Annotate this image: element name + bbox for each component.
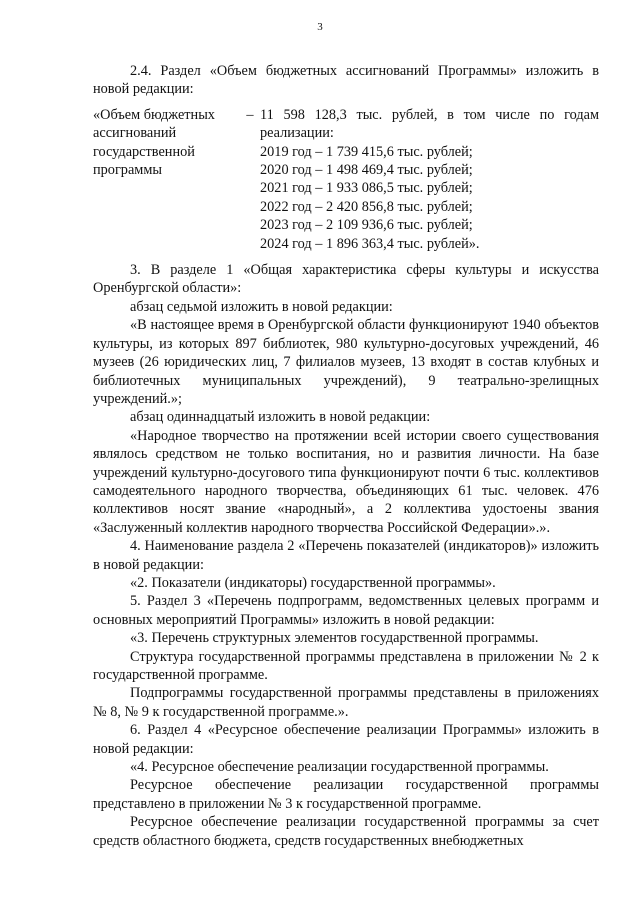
budget-year-2021: 2021 год – 1 933 086,5 тыс. рублей; — [260, 180, 473, 197]
budget-year-2023: 2023 год – 2 109 936,6 тыс. рублей; — [260, 217, 473, 234]
paragraph-section-4-new: «4. Ресурсное обеспечение реализации государственной программы. — [130, 759, 549, 776]
paragraph-section-1: 3. В разделе 1 «Общая характеристика сферы культуры и искусства Оренбургской области»: — [93, 262, 599, 297]
budget-year-2022: 2022 год – 2 420 856,8 тыс. рублей; — [260, 198, 473, 215]
budget-label: «Объем бюджетных ассигнований государственной программы — [93, 106, 215, 179]
budget-table — [93, 106, 599, 253]
budget-dash: – — [246, 106, 254, 123]
paragraph-subprograms: Подпрограммы государственной программы представлены в приложениях № 8, № 9 к государственной программе.». — [93, 685, 599, 720]
paragraph-abzac-11: абзац одиннадцатый изложить в новой редакции: — [130, 409, 431, 426]
paragraph-section-3: 5. Раздел 3 «Перечень подпрограмм, ведомственных целевых программ и основных мероприятий Программы» изложить в новой редакции: — [93, 593, 599, 628]
budget-year-2024: 2024 год – 1 896 363,4 тыс. рублей». — [260, 235, 480, 252]
paragraph-culture-objects: «В настоящее время в Оренбургской области функционируют 1940 объектов культуры, из которых 897 библиотек, 980 культурно-досуговых учреждений, 46 музеев (26 юридических лиц, 7 филиалов музеев, 13 входят в состав клубных и библиотечных муниципальных учреждений), 9 театрально-зрелищных учреждений.»; — [93, 317, 599, 407]
paragraph-resources-budget: Ресурсное обеспечение реализации государственной программы за счет средств областного бюджета, средств государственных внебюджетных — [93, 814, 599, 849]
paragraph-structure: Структура государственной программы представлена в приложении № 2 к государственной программе. — [93, 648, 599, 683]
paragraph-2-4: 2.4. Раздел «Объем бюджетных ассигнований Программы» изложить в новой редакции: — [93, 63, 599, 98]
paragraph-section-2: 4. Наименование раздела 2 «Перечень показателей (индикаторов)» изложить в новой редакции: — [93, 538, 599, 573]
budget-values — [260, 106, 599, 253]
paragraph-folk-art: «Народное творчество на протяжении всей истории своего существования являлось средством не только воспитания, но и развития личности. На базе учреждений культурно-досугового типа функционируют почти 6 тыс. коллективов самодеятельного народного творчества, объединяющих 61 тыс. человек. 476 коллективов носят звание «народный», а 2 коллектива удостоены звания «Заслуженный коллектив народного творчества Российской Федерации».». — [93, 427, 599, 536]
budget-year-2019: 2019 год – 1 739 415,6 тыс. рублей; — [260, 143, 473, 160]
paragraph-section-3-new: «3. Перечень структурных элементов государственной программы. — [130, 630, 539, 647]
budget-year-2020: 2020 год – 1 498 469,4 тыс. рублей; — [260, 162, 473, 179]
page-number: 3 — [317, 21, 323, 33]
paragraph-abzac-7: абзац седьмой изложить в новой редакции: — [130, 298, 393, 315]
paragraph-section-4: 6. Раздел 4 «Ресурсное обеспечение реализации Программы» изложить в новой редакции: — [93, 722, 599, 757]
document-body — [93, 62, 599, 850]
paragraph-resources: Ресурсное обеспечение реализации государственной программы представлено в приложении № 3 к государственной программе. — [93, 777, 599, 812]
budget-total: 11 598 128,3 тыс. рублей, в том числе по годам реализации: — [260, 106, 599, 142]
paragraph-section-2-new: «2. Показатели (индикаторы) государственной программы». — [130, 574, 496, 591]
